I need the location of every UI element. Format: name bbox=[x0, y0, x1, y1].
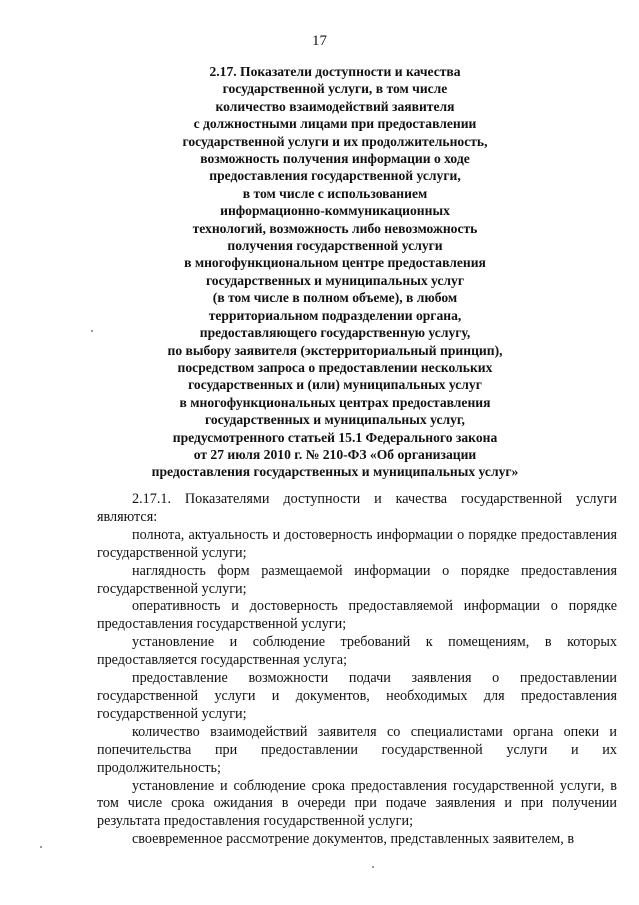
heading-line: государственной услуги, в том числе bbox=[222, 81, 448, 97]
heading-line: в том числе с использованием bbox=[242, 185, 428, 201]
heading-line: получения государственной услуги bbox=[227, 238, 443, 254]
heading-line: количество взаимодействий заявителя bbox=[215, 98, 455, 114]
section-heading bbox=[100, 63, 570, 481]
heading-line: посредством запроса о предоставлении нескольких bbox=[177, 359, 493, 375]
intro-paragraph: 2.17.1. Показателями доступности и качества государственной услуги являются: bbox=[97, 491, 617, 525]
body-text bbox=[97, 491, 617, 849]
heading-line: в многофункциональном центре предоставления bbox=[184, 255, 486, 271]
heading-line: возможность получения информации о ходе bbox=[200, 151, 470, 167]
list-item: своевременное рассмотрение документов, представленных заявителем, в bbox=[132, 831, 575, 848]
heading-line: информационно-коммуникационных bbox=[220, 203, 450, 219]
heading-line: государственных и (или) муниципальных услуг bbox=[188, 377, 482, 393]
list-item: установление и соблюдение срока предоставления государственной услуги, в том числе срока ожидания в очереди при подаче заявления и при получении результата предоставления государственной услуги; bbox=[97, 777, 617, 830]
heading-line: по выбору заявителя (экстерриториальный принцип), bbox=[167, 342, 503, 358]
page-number: 17 bbox=[312, 33, 327, 49]
heading-line: с должностными лицами при предоставлении bbox=[193, 116, 477, 132]
heading-line: технологий, возможность либо невозможность bbox=[192, 220, 478, 236]
list-item: оперативность и достоверность предоставляемой информации о порядке предоставления государственной услуги; bbox=[97, 598, 617, 633]
scan-speck bbox=[40, 846, 42, 848]
list-item: количество взаимодействий заявителя со специалистами органа опеки и попечительства при предоставлении государственной услуги и их продолжительность; bbox=[97, 723, 617, 776]
heading-line: государственной услуги и их продолжительность, bbox=[182, 133, 488, 149]
scan-speck bbox=[372, 866, 374, 868]
list-item: установление и соблюдение требований к помещениям, в которых предоставляется государственная услуга; bbox=[97, 634, 617, 669]
heading-line: 2.17. Показатели доступности и качества bbox=[209, 64, 461, 79]
heading-line: территориальном подразделении органа, bbox=[208, 307, 462, 323]
heading-line: от 27 июля 2010 г. № 210-ФЗ «Об организации bbox=[193, 446, 477, 462]
list-item: наглядность форм размещаемой информации о порядке предоставления государственной услуги; bbox=[97, 562, 617, 597]
heading-line: предоставляющего государственную услугу, bbox=[199, 325, 471, 341]
list-item: предоставление возможности подачи заявления о предоставлении государственной услуги и документов, необходимых для предоставления государственной услуги; bbox=[97, 670, 617, 722]
scan-speck bbox=[91, 330, 93, 332]
list-item: полнота, актуальность и достоверность информации о порядке предоставления государственной услуги; bbox=[97, 526, 617, 561]
heading-line: предоставления государственной услуги, bbox=[209, 168, 461, 184]
heading-line: в многофункциональных центрах предоставления bbox=[179, 394, 491, 410]
heading-line: (в том числе в полном объеме), в любом bbox=[212, 290, 458, 306]
heading-line: государственных и муниципальных услуг bbox=[205, 272, 465, 288]
heading-line: государственных и муниципальных услуг, bbox=[205, 412, 465, 428]
heading-line: предоставления государственных и муниципальных услуг» bbox=[151, 464, 519, 480]
heading-line: предусмотренного статьей 15.1 Федерального закона bbox=[172, 429, 498, 445]
